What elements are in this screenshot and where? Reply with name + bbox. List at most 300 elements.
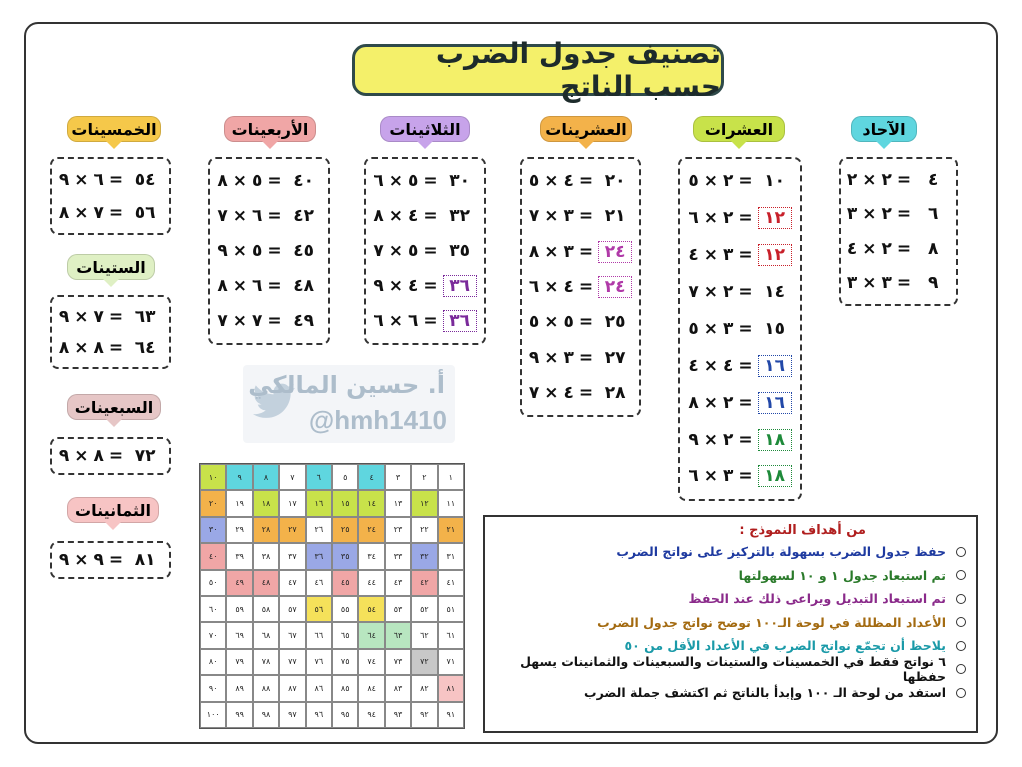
- equation-row: [680, 166, 800, 196]
- equation-row: [52, 302, 169, 332]
- multiplicand: ٨: [528, 241, 540, 262]
- board-cell: ٢٢: [411, 517, 437, 543]
- equation-row: [366, 236, 484, 266]
- product: ١٨: [758, 465, 792, 487]
- goal-item: [495, 681, 966, 705]
- equals-sign: =: [108, 306, 124, 327]
- board-cell: ٦٨: [253, 622, 279, 648]
- multiplicand: ٧: [217, 311, 228, 332]
- multiplier: ٣: [881, 272, 892, 293]
- times-sign: ×: [703, 392, 718, 413]
- product: ٢٥: [604, 312, 626, 333]
- equation-row: [366, 271, 484, 301]
- board-cell: ١٥: [332, 490, 358, 516]
- multiplier: ٦: [252, 205, 263, 226]
- equation-row: [366, 306, 484, 336]
- equation-row: [680, 314, 800, 344]
- multiplicand: ٩: [58, 306, 70, 327]
- multiplicand: ٧: [217, 205, 228, 226]
- equals-sign: =: [423, 240, 438, 261]
- box-ones: [839, 157, 958, 306]
- board-cell: ٣٨: [253, 543, 279, 569]
- board-cell: ٧٨: [253, 649, 279, 675]
- equals-sign: =: [738, 318, 753, 339]
- goal-item: [495, 540, 966, 564]
- times-sign: ×: [544, 383, 559, 404]
- board-cell: ٧٠: [200, 622, 226, 648]
- equals-sign: =: [423, 205, 438, 226]
- equals-sign: =: [108, 446, 124, 466]
- times-sign: ×: [544, 312, 559, 333]
- product: ٤٠: [293, 170, 315, 191]
- times-sign: ×: [388, 170, 403, 191]
- board-cell: ٦٤: [358, 622, 384, 648]
- board-cell: ٦٢: [411, 622, 437, 648]
- box-tens: [678, 157, 802, 501]
- equation-row: [210, 166, 328, 196]
- equals-sign: =: [423, 311, 438, 332]
- times-sign: ×: [388, 240, 403, 261]
- multiplicand: ٦: [688, 466, 699, 487]
- watermark: [243, 365, 455, 443]
- product: ٣٦: [443, 275, 477, 297]
- bullet-circle-icon: [956, 664, 966, 674]
- board-cell: ٢١: [438, 517, 464, 543]
- times-sign: ×: [388, 205, 403, 226]
- goal-text: استفد من لوحة الـ ١٠٠ وإبدأ بالناتج ثم اكتشف جملة الضرب: [584, 685, 946, 701]
- board-cell: ١٨: [253, 490, 279, 516]
- equals-sign: =: [267, 205, 282, 226]
- multiplicand: ٩: [58, 446, 70, 466]
- equals-sign: =: [738, 245, 753, 266]
- bullet-circle-icon: [956, 570, 966, 580]
- equation-row: [841, 199, 956, 229]
- board-cell: ١٢: [411, 490, 437, 516]
- equals-sign: =: [738, 392, 753, 413]
- box-twenties: [520, 157, 641, 417]
- board-cell: ٤: [358, 464, 384, 490]
- times-sign: ×: [862, 204, 877, 225]
- goal-text: تم استبعاد التبديل ويراعى ذلك عند الحفظ: [688, 591, 946, 607]
- multiplier: ٥: [408, 240, 419, 261]
- board-cell: ٤٠: [200, 543, 226, 569]
- times-sign: ×: [232, 311, 247, 332]
- times-sign: ×: [74, 306, 89, 327]
- bullet-circle-icon: [956, 641, 966, 651]
- board-cell: ٩٥: [332, 702, 358, 728]
- board-cell: ١٤: [358, 490, 384, 516]
- times-sign: ×: [703, 171, 718, 192]
- multiplicand: ٢: [846, 170, 858, 191]
- multiplicand: ٦: [528, 276, 540, 297]
- product: ٧٢: [134, 446, 156, 466]
- equation-row: [366, 166, 484, 196]
- multiplier: ٧: [93, 202, 104, 223]
- board-cell: ١: [438, 464, 464, 490]
- equals-sign: =: [267, 240, 282, 261]
- board-cell: ٨: [253, 464, 279, 490]
- board-cell: ٥: [332, 464, 358, 490]
- board-cell: ٥٥: [332, 596, 358, 622]
- label-fifties: الخمسينات: [67, 116, 161, 142]
- board-cell: ١٦: [306, 490, 332, 516]
- goals-list: [495, 540, 966, 705]
- board-cell: ٥٧: [279, 596, 305, 622]
- box-eighties: [50, 541, 171, 579]
- product: ٢٨: [604, 383, 626, 404]
- equals-sign: =: [578, 206, 594, 227]
- equals-sign: =: [738, 208, 753, 229]
- board-cell: ٣٧: [279, 543, 305, 569]
- board-cell: ٧١: [438, 649, 464, 675]
- board-cell: ٨٦: [306, 675, 332, 701]
- product: ٢١: [604, 206, 626, 227]
- board-cell: ٤٧: [279, 570, 305, 596]
- board-cell: ١٠: [200, 464, 226, 490]
- equation-row: [680, 240, 800, 270]
- multiplicand: ٨: [217, 276, 228, 297]
- board-cell: ٥٨: [253, 596, 279, 622]
- equation-row: [680, 351, 800, 381]
- equals-sign: =: [578, 312, 594, 333]
- board-cell: ٥٢: [411, 596, 437, 622]
- product: ٨: [927, 238, 939, 259]
- goal-text: الأعداد المظللة في لوحة الـ١٠٠ توضح نواتج جدول الضرب: [597, 614, 946, 630]
- watermark-handle: @hmh1410: [308, 405, 447, 435]
- equals-sign: =: [738, 466, 753, 487]
- equals-sign: =: [896, 272, 912, 293]
- product: ٢٧: [604, 347, 626, 368]
- board-cell: ٢٠: [200, 490, 226, 516]
- product: ٢٠: [604, 170, 626, 191]
- label-forties: الأربعينات: [224, 116, 316, 142]
- multiplier: ٢: [723, 208, 734, 229]
- multiplier: ٣: [723, 318, 734, 339]
- equals-sign: =: [423, 276, 438, 297]
- multiplier: ٣: [563, 347, 574, 368]
- times-sign: ×: [74, 446, 89, 466]
- equals-sign: =: [108, 550, 124, 570]
- times-sign: ×: [74, 169, 89, 190]
- multiplicand: ٥: [688, 171, 699, 192]
- board-cell: ٣: [385, 464, 411, 490]
- multiplier: ٦: [93, 169, 104, 190]
- multiplicand: ٣: [846, 204, 858, 225]
- multiplicand: ٦: [373, 311, 384, 332]
- board-cell: ٤٦: [306, 570, 332, 596]
- multiplicand: ٨: [217, 170, 228, 191]
- product: ٤٢: [293, 205, 315, 226]
- board-cell: ٨٧: [279, 675, 305, 701]
- label-sixties: الستينات: [67, 254, 155, 280]
- equation-row: [52, 547, 169, 573]
- times-sign: ×: [74, 550, 89, 570]
- equals-sign: =: [108, 169, 124, 190]
- times-sign: ×: [703, 318, 718, 339]
- bullet-circle-icon: [956, 617, 966, 627]
- multiplicand: ٩: [528, 347, 540, 368]
- multiplier: ٢: [881, 170, 892, 191]
- label-eighties: الثمانينات: [67, 497, 159, 523]
- board-cell: ٦٠: [200, 596, 226, 622]
- board-cell: ٥٤: [358, 596, 384, 622]
- board-cell: ٢٧: [279, 517, 305, 543]
- board-cell: ٩٢: [411, 702, 437, 728]
- board-cell: ١٩: [226, 490, 252, 516]
- board-cell: ٢: [411, 464, 437, 490]
- times-sign: ×: [232, 240, 247, 261]
- equals-sign: =: [267, 276, 282, 297]
- board-cell: ٨٤: [358, 675, 384, 701]
- multiplier: ٢: [723, 282, 734, 303]
- multiplicand: ٨: [688, 392, 699, 413]
- equals-sign: =: [267, 170, 282, 191]
- times-sign: ×: [703, 429, 718, 450]
- multiplier: ٢: [881, 238, 892, 259]
- multiplier: ٢: [723, 392, 734, 413]
- goals-box: [483, 515, 978, 733]
- multiplicand: ٩: [373, 276, 384, 297]
- times-sign: ×: [544, 241, 559, 262]
- product: ١٢: [758, 207, 792, 229]
- multiplicand: ٤: [846, 238, 858, 259]
- multiplicand: ٧: [373, 240, 384, 261]
- box-fifties: [50, 157, 171, 235]
- box-forties: [208, 157, 330, 345]
- product: ٣٦: [443, 310, 477, 332]
- goal-item: [495, 587, 966, 611]
- equation-row: [52, 333, 169, 363]
- board-cell: ٣٩: [226, 543, 252, 569]
- equals-sign: =: [423, 170, 438, 191]
- equation-row: [522, 378, 639, 408]
- board-cell: ٨١: [438, 675, 464, 701]
- multiplier: ٣: [563, 206, 574, 227]
- multiplicand: ٣: [846, 272, 858, 293]
- multiplier: ٢: [881, 204, 892, 225]
- product: ٣٥: [449, 240, 471, 261]
- board-cell: ٢٩: [226, 517, 252, 543]
- equation-row: [680, 388, 800, 418]
- multiplicand: ٤: [688, 245, 699, 266]
- equation-row: [210, 236, 328, 266]
- equation-row: [841, 165, 956, 195]
- watermark-author: أ. حسين المالكي: [248, 371, 445, 399]
- times-sign: ×: [544, 206, 559, 227]
- equation-row: [52, 198, 169, 228]
- times-sign: ×: [74, 337, 89, 358]
- equals-sign: =: [896, 170, 912, 191]
- board-cell: ٢٣: [385, 517, 411, 543]
- equation-row: [52, 165, 169, 195]
- board-cell: ٦٦: [306, 622, 332, 648]
- product: ٢٤: [598, 241, 632, 263]
- multiplicand: ٤: [688, 355, 699, 376]
- goal-text: يلاحظ أن تجمّع نواتج الضرب في الأعداد الأقل من ٥٠: [624, 638, 946, 654]
- multiplier: ٤: [563, 383, 574, 404]
- board-cell: ٣٤: [358, 543, 384, 569]
- equation-row: [680, 277, 800, 307]
- times-sign: ×: [544, 170, 559, 191]
- times-sign: ×: [703, 355, 718, 376]
- board-cell: ٢٥: [332, 517, 358, 543]
- equation-row: [841, 234, 956, 264]
- times-sign: ×: [862, 272, 877, 293]
- goal-item: [495, 654, 966, 685]
- multiplier: ٣: [563, 241, 574, 262]
- board-cell: ٨٠: [200, 649, 226, 675]
- board-cell: ٥٠: [200, 570, 226, 596]
- goal-item: [495, 564, 966, 588]
- goals-heading: من أهداف النموذج :: [739, 523, 866, 538]
- product: ٦٣: [134, 306, 156, 327]
- times-sign: ×: [232, 276, 247, 297]
- product: ٦٤: [134, 337, 156, 358]
- equation-row: [522, 166, 639, 196]
- product: ١٨: [758, 429, 792, 451]
- equals-sign: =: [578, 347, 594, 368]
- board-cell: ٧٣: [385, 649, 411, 675]
- board-cell: ١٧: [279, 490, 305, 516]
- equation-row: [210, 306, 328, 336]
- product: ١٢: [758, 244, 792, 266]
- page-title: تصنيف جدول الضرب حسب الناتج: [352, 44, 724, 96]
- board-cell: ٨٥: [332, 675, 358, 701]
- equation-row: [522, 272, 639, 302]
- box-thirties: [364, 157, 486, 345]
- multiplier: ٤: [408, 205, 419, 226]
- product: ٤٥: [293, 240, 315, 261]
- board-cell: ٥٩: [226, 596, 252, 622]
- multiplier: ٥: [563, 312, 574, 333]
- multiplicand: ٧: [528, 383, 540, 404]
- product: ٥٤: [134, 169, 156, 190]
- multiplier: ٧: [93, 306, 104, 327]
- times-sign: ×: [74, 202, 89, 223]
- board-cell: ٢٤: [358, 517, 384, 543]
- equation-row: [522, 237, 639, 267]
- multiplicand: ٨: [58, 202, 70, 223]
- times-sign: ×: [703, 245, 718, 266]
- times-sign: ×: [232, 205, 247, 226]
- multiplicand: ٥: [528, 170, 540, 191]
- multiplicand: ٩: [58, 550, 70, 570]
- times-sign: ×: [388, 276, 403, 297]
- board-cell: ٢٦: [306, 517, 332, 543]
- board-cell: ٣٣: [385, 543, 411, 569]
- board-cell: ٣٠: [200, 517, 226, 543]
- times-sign: ×: [703, 466, 718, 487]
- equation-row: [522, 201, 639, 231]
- times-sign: ×: [862, 238, 877, 259]
- label-thirties: الثلاثينات: [380, 116, 470, 142]
- board-cell: ٤٨: [253, 570, 279, 596]
- multiplier: ٥: [252, 170, 263, 191]
- board-cell: ٤٤: [358, 570, 384, 596]
- equation-row: [680, 203, 800, 233]
- equals-sign: =: [108, 202, 124, 223]
- bullet-circle-icon: [956, 594, 966, 604]
- board-cell: ٧٤: [358, 649, 384, 675]
- equals-sign: =: [738, 429, 753, 450]
- equals-sign: =: [578, 276, 594, 297]
- equals-sign: =: [267, 311, 282, 332]
- multiplier: ٩: [93, 550, 104, 570]
- board-cell: ٩٣: [385, 702, 411, 728]
- bullet-circle-icon: [956, 688, 966, 698]
- board-cell: ١١: [438, 490, 464, 516]
- multiplicand: ٩: [217, 240, 228, 261]
- board-cell: ٩٤: [358, 702, 384, 728]
- box-seventies: [50, 437, 171, 475]
- equation-row: [522, 307, 639, 337]
- board-cell: ٧: [279, 464, 305, 490]
- board-cell: ١٣: [385, 490, 411, 516]
- board-cell: ٤١: [438, 570, 464, 596]
- multiplier: ٤: [408, 276, 419, 297]
- product: ٥٦: [134, 202, 156, 223]
- times-sign: ×: [703, 208, 718, 229]
- multiplicand: ٧: [528, 206, 540, 227]
- board-cell: ٨٣: [385, 675, 411, 701]
- product: ١٦: [758, 355, 792, 377]
- multiplicand: ٦: [688, 208, 699, 229]
- multiplicand: ٩: [58, 169, 70, 190]
- board-cell: ٣٥: [332, 543, 358, 569]
- board-cell: ٧٢: [411, 649, 437, 675]
- label-seventies: السبعينات: [67, 394, 161, 420]
- times-sign: ×: [862, 170, 877, 191]
- equation-row: [680, 425, 800, 455]
- product: ١٤: [764, 282, 786, 303]
- product: ١٠: [764, 171, 786, 192]
- equals-sign: =: [896, 204, 912, 225]
- product: ٢٤: [598, 276, 632, 298]
- board-cell: ٩١: [438, 702, 464, 728]
- multiplier: ٥: [408, 170, 419, 191]
- equals-sign: =: [108, 337, 124, 358]
- multiplier: ٣: [723, 245, 734, 266]
- product: ٩: [927, 272, 939, 293]
- equals-sign: =: [738, 171, 753, 192]
- board-cell: ٤٩: [226, 570, 252, 596]
- label-tens: العشرات: [693, 116, 785, 142]
- multiplier: ٧: [252, 311, 263, 332]
- multiplicand: ٧: [688, 282, 699, 303]
- bullet-circle-icon: [956, 547, 966, 557]
- times-sign: ×: [388, 311, 403, 332]
- multiplier: ٦: [252, 276, 263, 297]
- times-sign: ×: [703, 282, 718, 303]
- product: ٣٢: [449, 205, 471, 226]
- board-cell: ٩٠: [200, 675, 226, 701]
- board-cell: ٣٦: [306, 543, 332, 569]
- board-cell: ٩٦: [306, 702, 332, 728]
- multiplier: ٤: [723, 355, 734, 376]
- product: ٣٠: [449, 170, 471, 191]
- multiplicand: ٥: [688, 318, 699, 339]
- multiplier: ٨: [93, 446, 104, 466]
- board-cell: ٦٧: [279, 622, 305, 648]
- board-cell: ٣١: [438, 543, 464, 569]
- product: ٤٨: [293, 276, 315, 297]
- board-cell: ٨٨: [253, 675, 279, 701]
- multiplicand: ٥: [528, 312, 540, 333]
- multiplier: ٥: [252, 240, 263, 261]
- product: ١٥: [764, 318, 786, 339]
- equals-sign: =: [738, 355, 753, 376]
- equation-row: [841, 268, 956, 298]
